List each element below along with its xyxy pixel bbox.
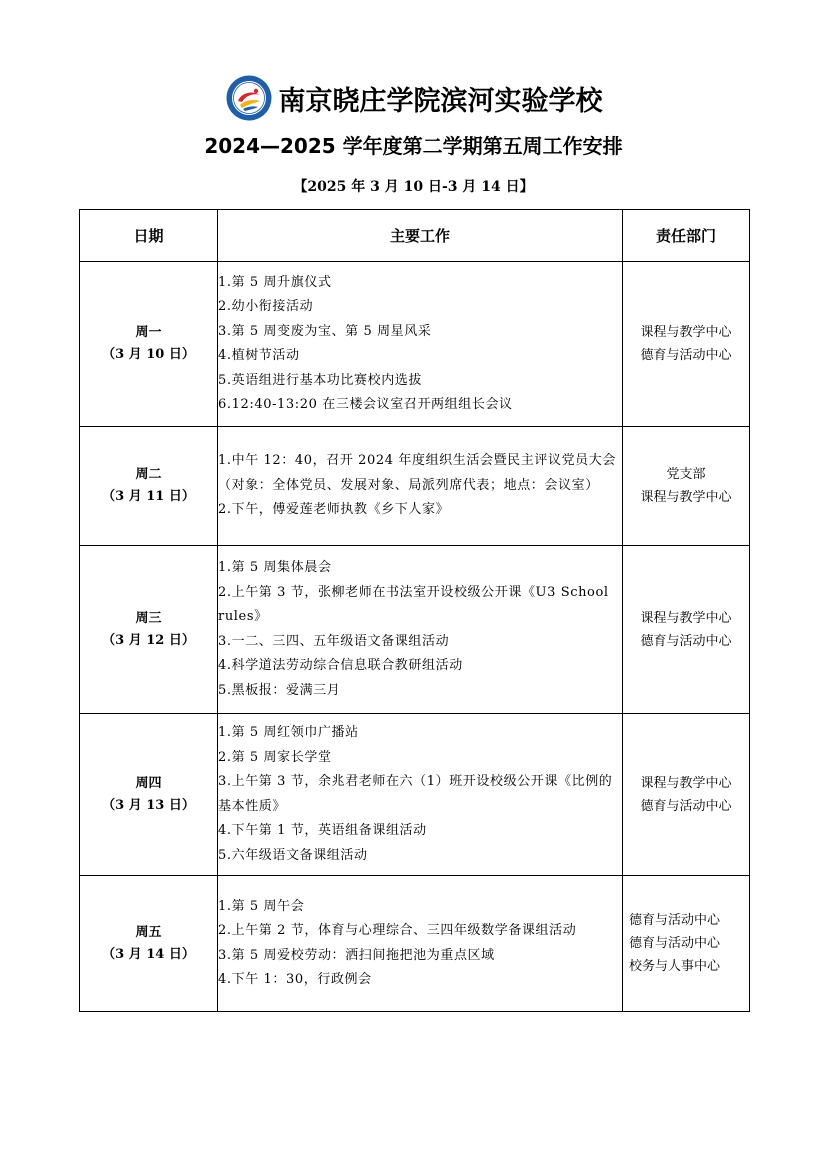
day-cell bbox=[80, 262, 218, 427]
task-item: 4.下午 1：30，行政例会 bbox=[218, 972, 372, 987]
tasks-cell bbox=[218, 546, 623, 714]
day-name: 周一 bbox=[135, 325, 162, 340]
table-row bbox=[80, 876, 750, 1012]
department-cell bbox=[623, 546, 750, 714]
task-item: 2.幼小衔接活动 bbox=[218, 299, 314, 314]
department-name: 课程与教学中心 bbox=[640, 775, 732, 791]
day-cell bbox=[80, 876, 218, 1012]
task-item: 5.六年级语文备课组活动 bbox=[218, 847, 368, 863]
tasks-cell bbox=[218, 876, 623, 1012]
day-name: 周三 bbox=[135, 610, 162, 626]
task-item: 1.第 5 周升旗仪式 bbox=[218, 274, 332, 290]
header-main-work: 主要工作 bbox=[218, 210, 623, 262]
task-item: 4.植树节活动 bbox=[218, 348, 300, 363]
day-date: （3 月 10 日） bbox=[102, 347, 195, 362]
department-name: 德育与活动中心 bbox=[640, 798, 732, 814]
department-name: 德育与活动中心 bbox=[640, 348, 732, 363]
day-date: （3 月 14 日） bbox=[102, 946, 195, 962]
tasks-cell bbox=[218, 714, 623, 876]
tasks-cell bbox=[218, 262, 623, 427]
header-department: 责任部门 bbox=[623, 210, 750, 262]
tasks-cell bbox=[218, 427, 623, 546]
task-item: 1.第 5 周集体晨会 bbox=[218, 560, 332, 575]
department-name: 课程与教学中心 bbox=[640, 610, 732, 626]
task-item: 2.下午，傅爱莲老师执教《乡下人家》 bbox=[218, 502, 450, 518]
day-date: （3 月 12 日） bbox=[102, 632, 195, 648]
table-row bbox=[80, 262, 750, 427]
task-item: 2.第 5 周家长学堂 bbox=[218, 749, 332, 765]
table-row bbox=[80, 546, 750, 714]
header-row bbox=[80, 210, 750, 262]
day-date: （3 月 13 日） bbox=[102, 797, 195, 813]
document-header bbox=[0, 74, 827, 122]
table-row bbox=[80, 427, 750, 546]
department-name: 党支部 bbox=[666, 467, 706, 482]
school-name: 南京晓庄学院滨河实验学校 bbox=[278, 85, 603, 117]
task-item: 3.一二、三四、五年级语文备课组活动 bbox=[218, 633, 450, 649]
department-name: 课程与教学中心 bbox=[640, 325, 732, 340]
task-item: 2.上午第 3 节，张柳老师在书法室开设校级公开课《U3 School rules》 bbox=[218, 584, 609, 624]
date-range: 【2025 年 3 月 10 日-3 月 14 日】 bbox=[293, 179, 534, 195]
task-item: 2.上午第 2 节，体育与心理综合、三四年级数学备课组活动 bbox=[218, 923, 577, 938]
task-item: 1.第 5 周午会 bbox=[218, 898, 305, 914]
day-name: 周四 bbox=[135, 775, 162, 791]
day-name: 周二 bbox=[135, 467, 162, 482]
department-cell bbox=[623, 714, 750, 876]
task-item: 3.第 5 周变废为宝、第 5 周星风采 bbox=[218, 323, 432, 339]
task-item: 1.中午 12：40，召开 2024 年度组织生活会暨民主评议党员大会（对象：全体党员、发展对象、局派列席代表；地点：会议室） bbox=[218, 453, 616, 493]
task-item: 5.黑板报：爱满三月 bbox=[218, 682, 341, 698]
task-item: 1.第 5 周红领巾广播站 bbox=[218, 725, 359, 740]
day-cell bbox=[80, 427, 218, 546]
schedule-table bbox=[79, 209, 750, 1012]
document-title: 2024—2025 学年度第二学期第五周工作安排 bbox=[204, 134, 623, 158]
department-cell bbox=[623, 427, 750, 546]
department-name: 德育与活动中心 bbox=[629, 936, 721, 951]
department-name: 校务与人事中心 bbox=[629, 959, 721, 974]
day-cell bbox=[80, 546, 218, 714]
task-item: 4.科学道法劳动综合信息联合教研组活动 bbox=[218, 658, 463, 673]
task-item: 3.第 5 周爱校劳动：洒扫间拖把池为重点区域 bbox=[218, 947, 495, 963]
day-name: 周五 bbox=[135, 924, 162, 940]
department-name: 德育与活动中心 bbox=[629, 913, 721, 928]
task-item: 3.上午第 3 节，余兆君老师在六（1）班开设校级公开课《比例的基本性质》 bbox=[218, 774, 613, 814]
task-item: 6.12:40-13:20 在三楼会议室召开两组组长会议 bbox=[218, 397, 513, 412]
day-date: （3 月 11 日） bbox=[102, 489, 195, 504]
school-logo-icon bbox=[225, 74, 273, 122]
department-cell bbox=[623, 262, 750, 427]
table-row bbox=[80, 714, 750, 876]
day-cell bbox=[80, 714, 218, 876]
department-cell bbox=[623, 876, 750, 1012]
department-name: 课程与教学中心 bbox=[640, 490, 732, 505]
task-item: 4.下午第 1 节，英语组备课组活动 bbox=[218, 823, 427, 838]
department-name: 德育与活动中心 bbox=[640, 633, 732, 649]
task-item: 5.英语组进行基本功比赛校内选拔 bbox=[218, 372, 423, 388]
header-date: 日期 bbox=[80, 210, 218, 262]
